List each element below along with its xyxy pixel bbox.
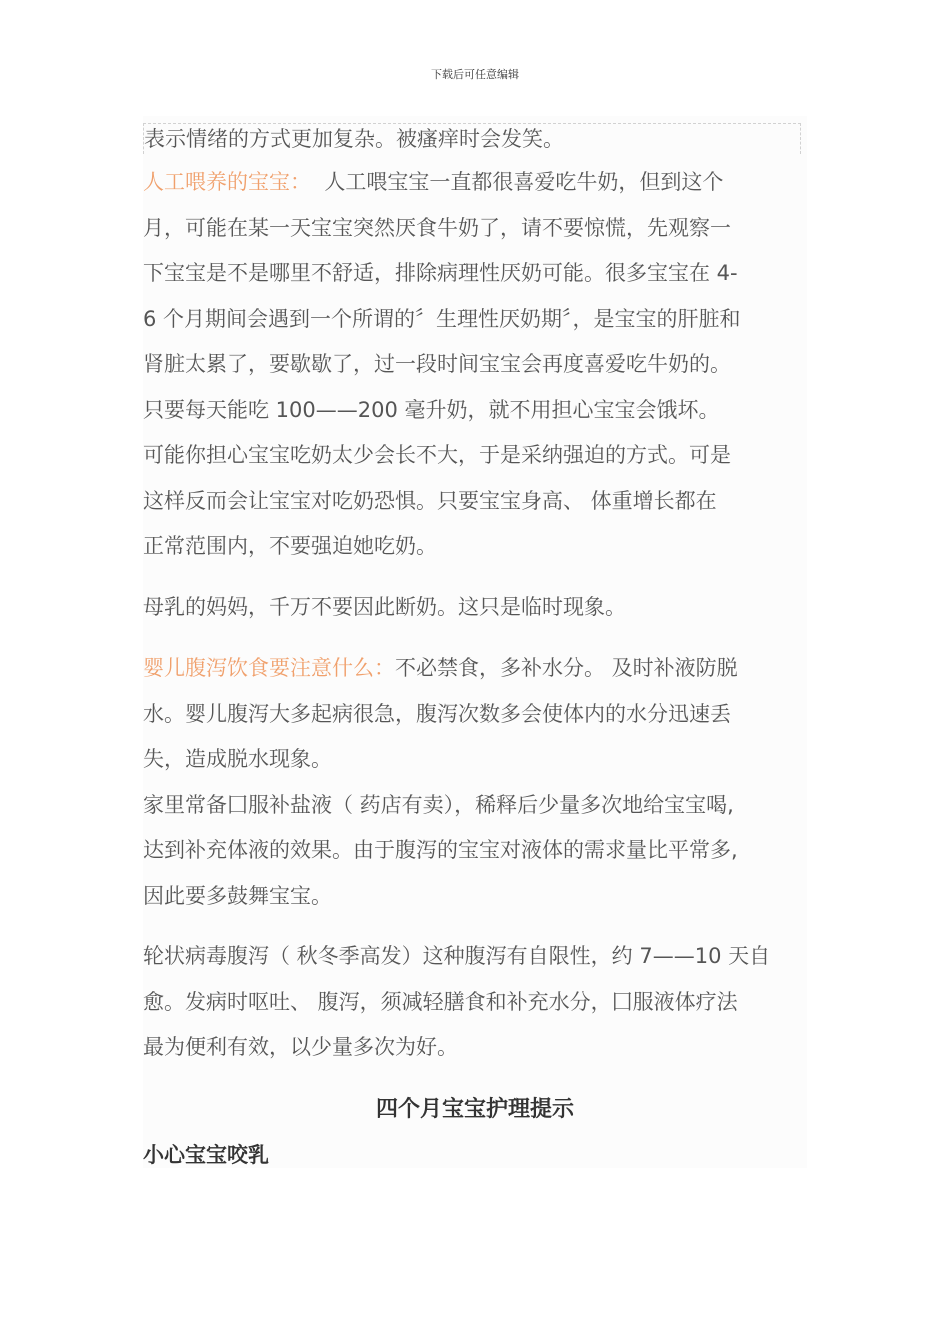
- formula-feeding-paragraph: [143, 160, 807, 570]
- diarrhea-line-4: 家里常备囗服补盐液（ 药店有卖），稀释后少量多次地给宝宝喝,: [143, 792, 734, 817]
- diarrhea-line-2: 水。婴儿腹泻大多起病很急，腹泻次数多会使体内的水分迅速丢: [143, 701, 731, 726]
- formula-feeding-heading: 人工喂养的宝宝：: [143, 170, 311, 194]
- formula-feeding-line-2: 月，可能在某一天宝宝突然厌食牛奶了，请不要惊慌，先观察一: [143, 215, 731, 240]
- formula-feeding-line-6: 只要每天能吃 100——200 毫升奶，就不用担心宝宝会饿坏。: [143, 397, 720, 422]
- rotavirus-line-1: 轮状病毒腹泻（ 秋冬季高发）这种腹泻有自限性，约 7——10 天自: [143, 944, 771, 968]
- formula-feeding-line-4: 6 个月期间会遇到一个所谓的〞生理性厌奶期〞，是宝宝的肝脏和: [143, 306, 741, 331]
- diarrhea-line-6: 因此要多鼓舞宝宝。: [143, 883, 332, 908]
- diarrhea-line-1: [143, 646, 807, 692]
- download-note: 下载后可任意编辑: [431, 68, 519, 81]
- formula-feeding-text: 人工喂宝宝一直都很喜爱吃牛奶，但到这个: [311, 170, 724, 194]
- section-title: 四个月宝宝护理提示: [375, 1097, 574, 1122]
- diarrhea-paragraph: [143, 646, 807, 919]
- formula-feeding-line-3: 下宝宝是不是哪里不舒适，排除病理性厌奶可能。很多宝宝在 4-: [143, 261, 738, 285]
- breastfeeding-note: 母乳的妈妈，千万不要因此断奶。这只是临时现象。: [143, 595, 626, 619]
- formula-feeding-line-9: 正常范围内，不要强迫她吃奶。: [143, 534, 437, 558]
- formula-feeding-line-7: 可能你担心宝宝吃奶太少会长不大，于是采纳强迫的方式。可是: [143, 443, 731, 467]
- diarrhea-heading: 婴儿腹泻饮食要注意什么：: [143, 656, 395, 680]
- formula-feeding-line-1: [143, 160, 807, 206]
- intro-line: 表示情绪的方式更加复杂。被瘙痒时会发笑。: [143, 123, 801, 154]
- diarrhea-line-3: 失，造成脱水现象。: [143, 747, 332, 771]
- subheading: 小心宝宝咬乳: [143, 1143, 269, 1167]
- diarrhea-line-5: 达到补充体液的效果。由于腹泻的宝宝对液体的需求量比平常多,: [143, 838, 738, 862]
- diarrhea-text: 不必禁食，多补水分。 及时补液防脱: [395, 656, 738, 680]
- rotavirus-paragraph: [143, 934, 807, 1071]
- formula-feeding-line-5: 肾脏太累了，要歇歇了，过一段时间宝宝会再度喜爱吃牛奶的。: [143, 352, 731, 376]
- rotavirus-line-3: 最为便利有效，以少量多次为好。: [143, 1035, 458, 1059]
- rotavirus-line-2: 愈。发病时呕吐、 腹泻，须减轻膳食和补充水分，囗服液体疗法: [143, 989, 738, 1014]
- formula-feeding-line-8: 这样反而会让宝宝对吃奶恐惧。只要宝宝身高、 体重增长都在: [143, 488, 717, 513]
